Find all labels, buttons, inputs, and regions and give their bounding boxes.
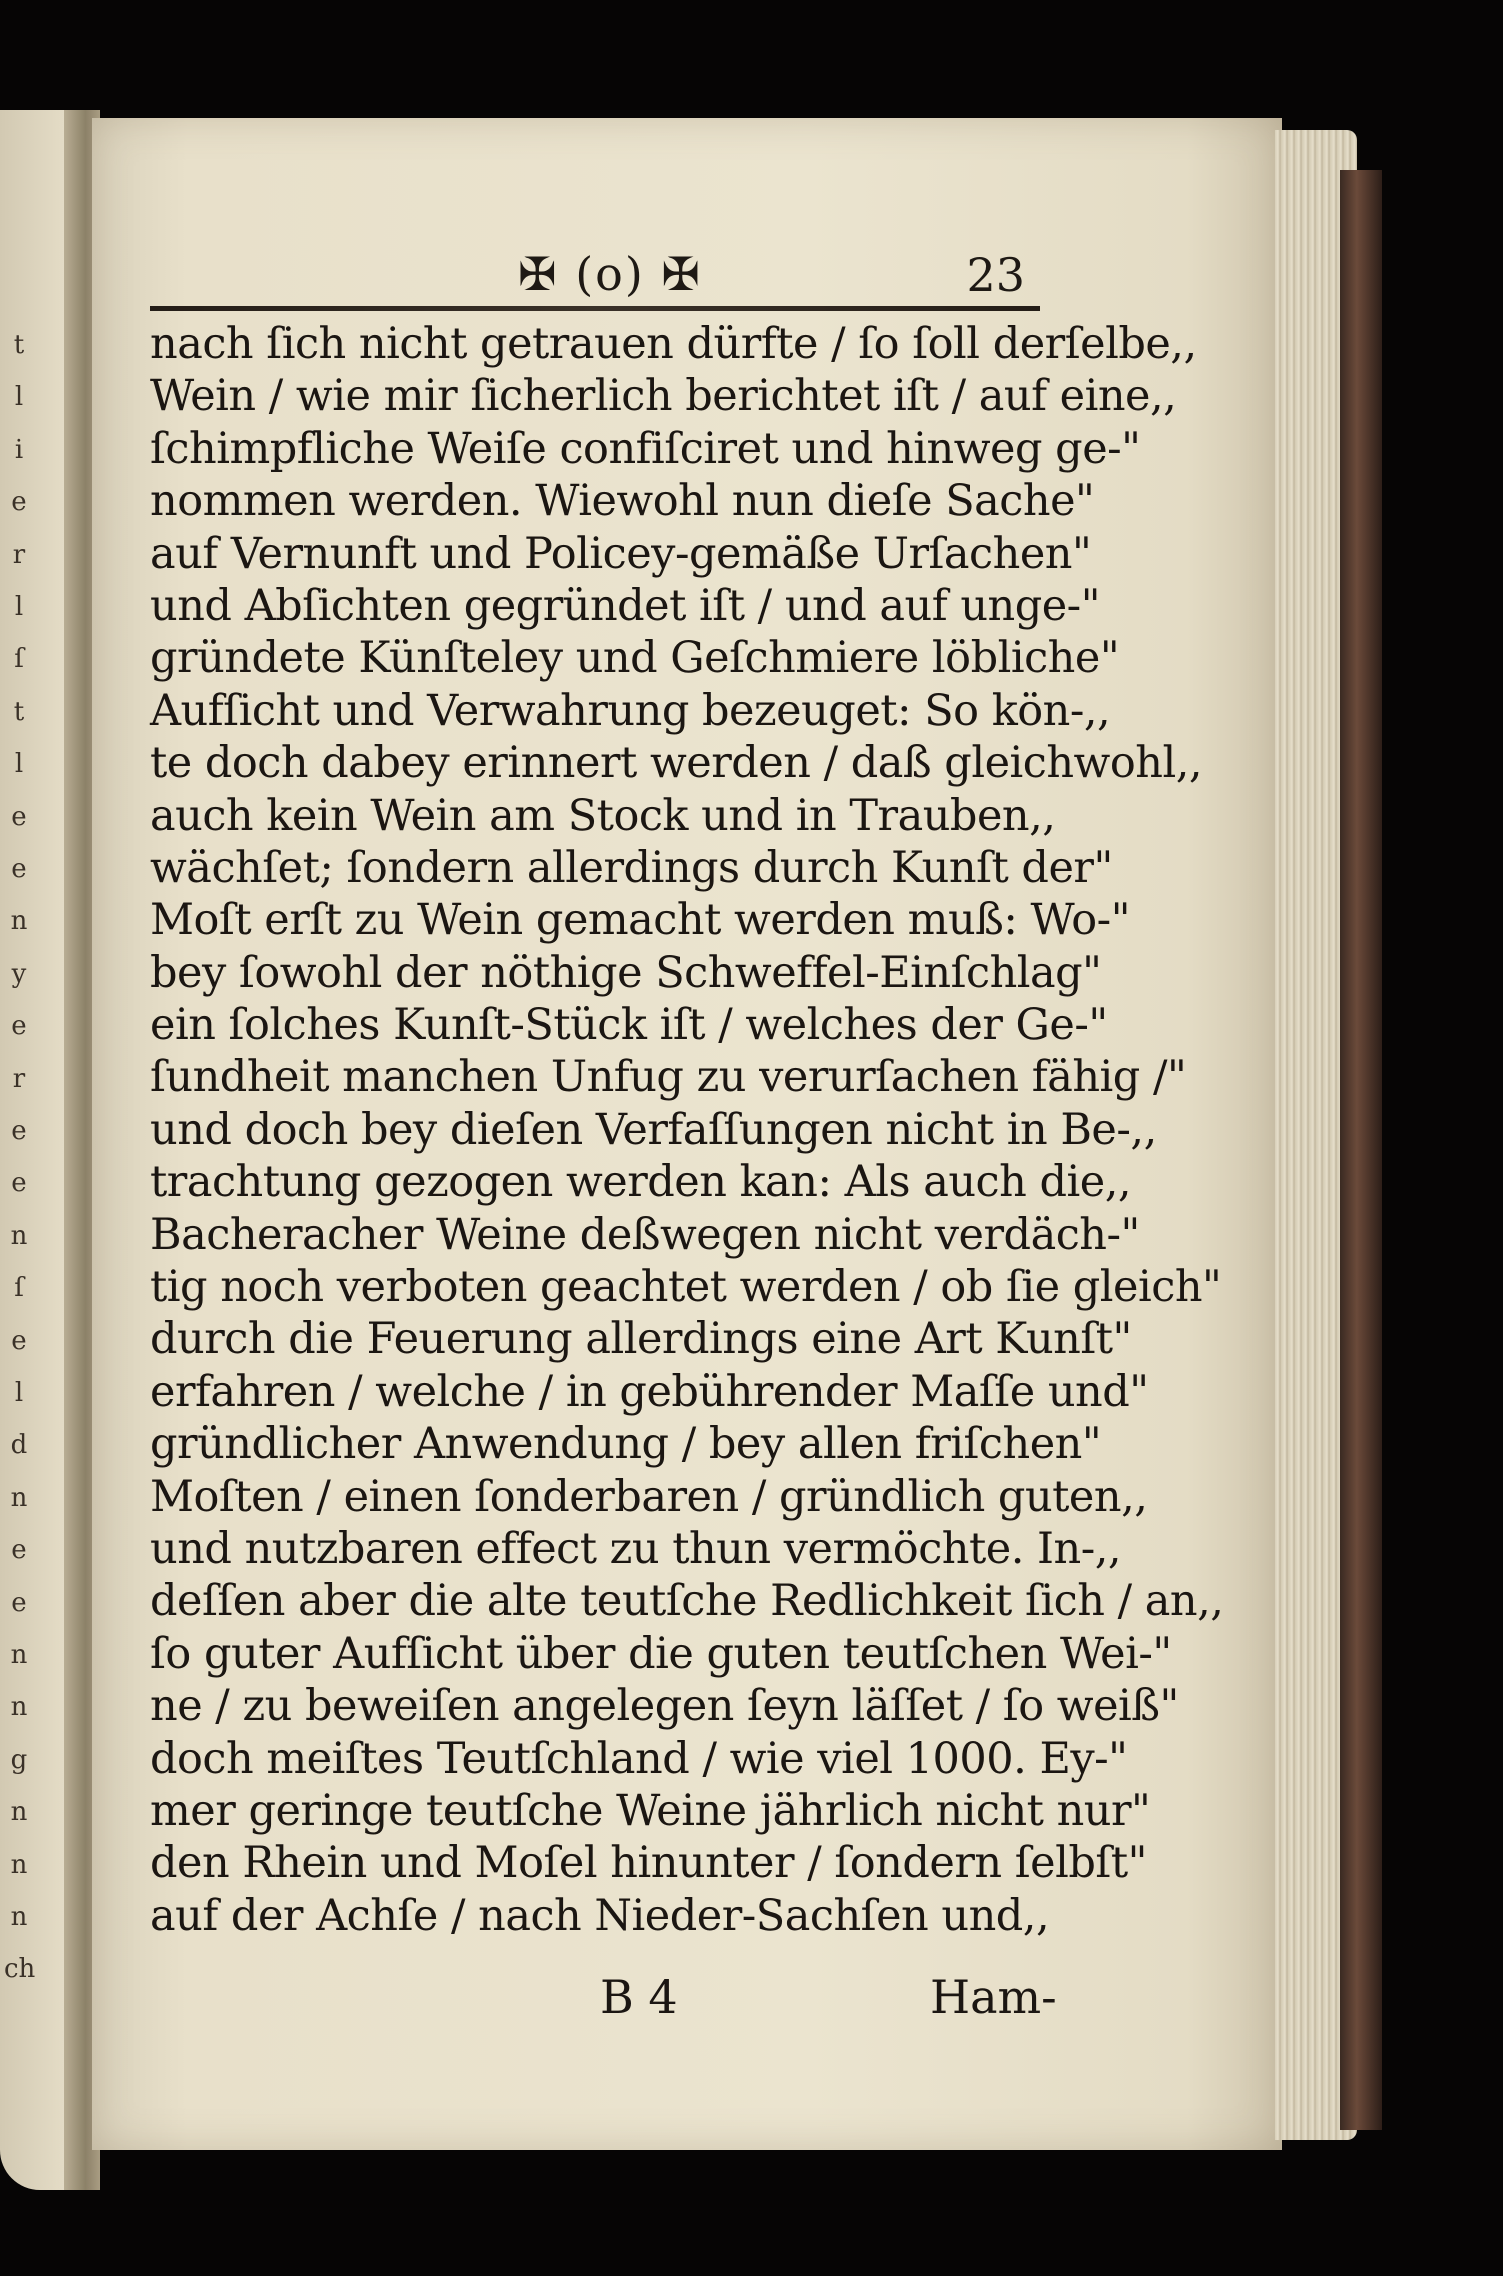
book-cover-edge	[1340, 170, 1382, 2130]
left-page-fragment: n	[10, 1482, 28, 1513]
text-line: und nutzbaren effect zu thun vermöchte. In-,,	[150, 1523, 1122, 1574]
left-page-fragment: l	[14, 592, 24, 622]
left-page-fragment: l	[14, 382, 24, 413]
left-page-fragment: n	[10, 1902, 28, 1932]
text-line: ſchimpfliche Weiſe confiſciret und hinweg ge-"	[150, 423, 1141, 474]
text-line: ein ſolches Kunſt-Stück iſt / welches der Ge-"	[150, 1000, 1108, 1051]
catchword: Ham-	[930, 1970, 1057, 2024]
left-page-fragment: r	[12, 539, 26, 570]
text-line: doch meiſtes Teutſchland / wie viel 1000. Ey-"	[150, 1733, 1128, 1784]
left-page-fragment: t	[13, 330, 25, 360]
text-line: ſo guter Aufſicht über die guten teutſchen Wei-"	[150, 1628, 1172, 1679]
left-page-fragment: e	[11, 1535, 27, 1566]
text-line: nach ſich nicht getrauen dürfte / ſo ſoll derſelbe,,	[150, 319, 1197, 369]
left-page-fragment: n	[10, 1640, 28, 1670]
left-page-fragment: d	[10, 1430, 28, 1461]
left-page-fragment: l	[14, 1378, 24, 1408]
text-line: auf der Achſe / nach Nieder-Sachſen und,,	[150, 1890, 1050, 1941]
text-line: gründlicher Anwendung / bey allen friſchen"	[150, 1419, 1102, 1470]
left-page-fragment: n	[10, 1692, 28, 1723]
left-page-fragment: n	[10, 1220, 28, 1251]
left-page-fragment: e	[11, 1587, 27, 1618]
text-line: Wein / wie mir ſicherlich berichtet iſt / auf eine,,	[150, 371, 1177, 422]
text-line: Bacheracher Weine deßwegen nicht verdäch-"	[150, 1209, 1140, 1260]
left-page-fragment: n	[10, 1849, 28, 1880]
text-line: und doch bey dieſen Verfaſſungen nicht in Be-,,	[150, 1104, 1157, 1155]
left-page-fragment: e	[11, 1116, 27, 1146]
text-line: te doch dabey erinnert werden / daß gleichwohl,,	[150, 738, 1203, 789]
text-line: gründete Künſteley und Geſchmiere löbliche"	[150, 633, 1120, 684]
text-line: trachtung gezogen werden kan: Als auch die,,	[150, 1157, 1132, 1208]
left-page-fragment: ſ	[14, 644, 24, 675]
text-line: auf Vernunft und Policey-gemäße Urſachen"	[150, 528, 1092, 579]
text-line: mer geringe teutſche Weine jährlich nicht nur"	[150, 1785, 1151, 1836]
text-line: den Rhein und Moſel hinunter / ſondern ſelbſt"	[150, 1838, 1147, 1889]
text-line: wächſet; ſondern allerdings durch Kunſt der"	[150, 842, 1113, 893]
signature-mark: B 4	[600, 1970, 678, 2024]
text-line: Aufſicht und Verwahrung bezeuget: So kön-,,	[150, 685, 1111, 736]
left-page-fragment: e	[11, 854, 27, 884]
left-page-fragment: r	[12, 1063, 26, 1094]
header-rule	[150, 306, 1040, 311]
left-page-fragment: ch	[4, 1954, 36, 1985]
left-page-fragment: e	[11, 801, 27, 832]
left-page-fragment: e	[11, 487, 27, 518]
text-line: erfahren / welche / in gebührender Maſſe und"	[150, 1366, 1149, 1417]
text-line: ne / zu beweiſen angelegen ſeyn läſſet / ſo weiß"	[150, 1681, 1179, 1732]
body-text	[150, 318, 1224, 1942]
text-line: bey ſowohl der nöthige Schweffel-Einſchlag"	[150, 947, 1102, 998]
text-line: auch kein Wein am Stock und in Trauben,,	[150, 790, 1056, 841]
left-page-fragment: e	[11, 1325, 27, 1356]
left-page-fragment: y	[11, 958, 27, 989]
text-line: deſſen aber die alte teutſche Redlichkeit ſich / an,,	[150, 1576, 1224, 1627]
text-line: tig noch verboten geachtet werden / ob ſie gleich"	[150, 1262, 1222, 1313]
left-page-fragment: e	[11, 1168, 27, 1199]
left-page-fragment: l	[14, 749, 24, 780]
text-line: durch die Feuerung allerdings eine Art Kunſt"	[150, 1314, 1132, 1365]
text-line: Moſten / einen ſonderbaren / gründlich guten,,	[150, 1471, 1148, 1522]
left-page-fragment: ſ	[14, 1273, 24, 1304]
left-page-fragment: g	[10, 1744, 28, 1775]
text-line: Moſt erſt zu Wein gemacht werden muß: Wo-"	[150, 895, 1130, 946]
running-header	[150, 240, 1040, 310]
text-line: und Abſichten gegründet iſt / und auf unge-"	[150, 580, 1100, 631]
left-page-fragment: e	[11, 1011, 27, 1042]
page-number: 23	[966, 248, 1025, 302]
header-ornament: ✠ (o) ✠	[518, 247, 702, 301]
text-line: ſundheit manchen Unfug zu verurſachen fähig /"	[150, 1052, 1187, 1103]
left-page-fragment: n	[10, 1797, 28, 1828]
left-page-fragment: i	[14, 434, 24, 465]
text-line: nommen werden. Wiewohl nun dieſe Sache"	[150, 476, 1095, 527]
left-page-fragment: n	[10, 906, 28, 937]
left-page-fragment: t	[13, 696, 25, 727]
